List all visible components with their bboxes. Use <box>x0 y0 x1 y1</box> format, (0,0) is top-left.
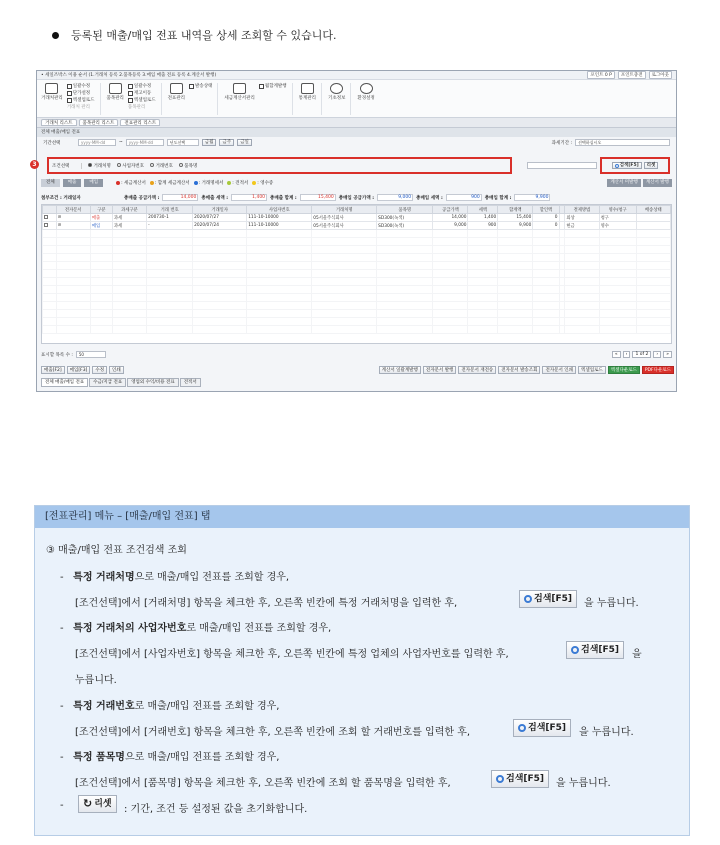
empty-row <box>43 230 671 238</box>
this-month-button[interactable]: 금월 <box>202 139 217 146</box>
table-cell: 9,900 <box>498 222 533 230</box>
row-checkbox[interactable] <box>44 223 48 227</box>
app-window <box>32 70 677 392</box>
period-label: 기간선택 <box>43 140 61 146</box>
table-cell: 영수 <box>599 222 636 230</box>
column-header[interactable]: 영수/청구 <box>599 206 636 214</box>
cond-item-radio[interactable]: 품목명 <box>179 163 197 169</box>
btab-receipt-payment[interactable]: 수금/지급 전표 <box>89 378 126 387</box>
condition-box <box>47 157 512 174</box>
tax-period-select[interactable]: 선택하십시오 <box>575 139 670 146</box>
excel-icon <box>128 98 133 103</box>
last-page-button[interactable]: » <box>663 351 672 358</box>
reset-button[interactable]: 리셋 <box>644 162 659 169</box>
table-cell <box>43 222 57 230</box>
empty-row <box>43 270 671 278</box>
table-cell: 05서울주식회사 <box>312 214 377 222</box>
invoice-filter-buttons <box>607 179 672 187</box>
info-tail: 을 누릅니다. <box>556 778 611 789</box>
page-size-label: 표시할 목록 수 : <box>41 352 73 358</box>
period-row: 기간선택 yyyy-MM-dd ~ yyyy-MM-dd 년도선택 금월 금주 금일 과세기간 : 선택하십시오 <box>37 137 676 148</box>
excel-upload-button[interactable]: 엑셀업로드 <box>578 366 606 374</box>
page-size-select[interactable]: 50 <box>76 351 106 358</box>
status-icon <box>189 84 194 89</box>
issued-button[interactable]: 계산서 발행 <box>643 179 672 187</box>
column-header[interactable]: 합계액 <box>498 206 533 214</box>
year-select[interactable]: 년도선택 <box>167 139 199 146</box>
edoc-status-button[interactable]: 전자문서 발송조회 <box>498 366 540 374</box>
table-cell: 매출 <box>90 214 112 222</box>
column-header[interactable]: 사업자번호 <box>247 206 312 214</box>
excel-icon <box>67 98 72 103</box>
refresh-icon: ↻ <box>83 797 93 810</box>
sales-supply-total: 14,000 <box>162 194 198 201</box>
settings-button[interactable]: 환경설정 <box>357 83 374 115</box>
info-desc-3: [조건선택]에서 [거래번호] 항목을 체크한 후, 오른쪽 빈칸에 조회 할 거래번호를 입력한 후, <box>75 727 471 738</box>
summary-condition: 첨부조건 : 거래일자 <box>41 195 81 201</box>
search-icon <box>615 164 619 168</box>
column-header[interactable]: 거래처명 <box>312 206 377 214</box>
table-cell: SD300(녹색) <box>377 214 433 222</box>
filter-all[interactable]: 전체 <box>41 179 60 187</box>
table-cell: 과세 <box>112 222 146 230</box>
search-icon <box>571 646 579 654</box>
price-icon <box>67 91 72 96</box>
filter-bar <box>41 179 273 187</box>
search-icon <box>496 775 504 783</box>
info-tail: 누릅니다. <box>75 675 117 686</box>
column-header[interactable]: 공급가액 <box>433 206 468 214</box>
ribbon-group-basic <box>328 83 351 115</box>
document-icon <box>170 83 183 94</box>
empty-row <box>43 246 671 254</box>
intro-line <box>52 27 336 43</box>
table-cell: 111-10-10000 <box>247 214 312 222</box>
people-icon <box>45 83 58 94</box>
table-cell <box>636 214 670 222</box>
monthly-issue-button[interactable]: 월합계발행 <box>259 83 287 89</box>
purchase-tax-total: 900 <box>446 194 482 201</box>
table-cell: 2020/07/24 <box>193 222 247 230</box>
client-bulk-edit-button[interactable]: 일괄수정 <box>67 83 95 89</box>
client-price-button[interactable]: 단가설정 <box>67 90 95 96</box>
intro-text: 등록된 매출/매입 전표 내역을 상세 조회할 수 있습니다. <box>71 29 337 42</box>
info-search-button: 검색[F5] <box>566 641 624 659</box>
info-section-title: ③ 매출/매입 전표 조건검색 조회 <box>46 545 187 556</box>
bottom-tabs <box>41 378 201 387</box>
empty-row <box>43 326 671 334</box>
client-excel-upload-button[interactable]: 엑셀업로드 <box>67 97 95 103</box>
info-bullet-1: - 특정 거래처명으로 매출/매입 전표를 조회할 경우, <box>60 572 290 583</box>
empty-row <box>43 318 671 326</box>
table-cell: 외상 <box>565 214 599 222</box>
purchase-supply-total: 9,000 <box>377 194 413 201</box>
legend <box>116 180 273 186</box>
charge-button[interactable]: 포인트충전 <box>618 71 646 79</box>
legend-item: : 영수증 <box>252 180 273 186</box>
purchase-add-button[interactable]: 매입[F3] <box>67 366 91 374</box>
table-cell: - <box>147 222 193 230</box>
ribbon-group-item <box>107 83 162 115</box>
info-search-button: 검색[F5] <box>519 590 577 608</box>
btab-nonop[interactable]: 영업외 수익/비용 전표 <box>127 378 179 387</box>
client-manage-button[interactable]: 거래처관리 <box>41 83 63 115</box>
ribbon <box>37 80 676 118</box>
column-header[interactable] <box>43 206 57 214</box>
tab-client-list[interactable]: 거래처 리스트 <box>41 119 77 126</box>
info-desc-1: [조건선택]에서 [거래처명] 항목을 체크한 후, 오른쪽 빈칸에 특정 거래처명을 입력한 후, <box>75 598 458 609</box>
print-button[interactable]: 인쇄 <box>109 366 124 374</box>
table-cell: 0 <box>533 222 559 230</box>
bulk-invoice-button[interactable]: 계산서 일괄계발행 <box>379 366 421 374</box>
this-week-button[interactable]: 금주 <box>219 139 234 146</box>
filter-sales[interactable]: 매출 <box>63 179 82 187</box>
empty-row <box>43 278 671 286</box>
ribbon-group-settings <box>357 83 379 115</box>
item-excel-upload-button[interactable]: 엑셀업로드 <box>128 97 156 103</box>
edoc-print-button[interactable]: 전자문서 인쇄 <box>542 366 576 374</box>
info-reset-button: ↻ 리셋 <box>78 795 117 813</box>
info-bullet-3: - 특정 거래번호로 매출/매입 전표를 조회할 경우, <box>60 701 280 712</box>
info-tail: 을 누릅니다. <box>579 727 634 738</box>
item-bulk-edit-button[interactable]: 일괄수정 <box>128 83 156 89</box>
sales-add-button[interactable]: 매출[F2] <box>41 366 65 374</box>
gear-icon <box>360 83 373 94</box>
cond-tradeno-radio[interactable]: 거래번호 <box>150 163 173 169</box>
ribbon-group-stats <box>299 83 322 115</box>
table-cell: 05서울주식회사 <box>312 222 377 230</box>
date-to-input[interactable]: yyyy-MM-dd <box>126 139 164 146</box>
info-tail: 을 누릅니다. <box>584 598 639 609</box>
table-cell: ⊘ <box>56 214 90 222</box>
ribbon-group-tax <box>224 83 292 115</box>
info-bullet-2: - 특정 거래처의 사업자번호로 매출/매입 전표를 조회할 경우, <box>60 623 332 634</box>
column-header[interactable]: 거래 번호 <box>147 206 193 214</box>
info-icon <box>330 83 343 94</box>
column-header[interactable]: 구분 <box>90 206 112 214</box>
info-search-button: 검색[F5] <box>513 719 571 737</box>
ribbon-caption: 거래처 관리 <box>66 105 90 110</box>
unissued-button[interactable]: 계산서 미발행 <box>607 179 641 187</box>
column-header[interactable]: 세액 <box>468 206 498 214</box>
table-cell: SD300(녹색) <box>377 222 433 230</box>
column-header[interactable]: 배송상태 <box>636 206 670 214</box>
search-button[interactable]: 검색[F5] <box>612 162 642 169</box>
slip-manage-button[interactable]: 전표관리 <box>168 83 185 115</box>
invoice-icon <box>233 83 246 94</box>
filter-purchase[interactable]: 매입 <box>84 179 103 187</box>
edoc-issue-button[interactable]: 전자문서 발행 <box>423 366 457 374</box>
ribbon-caption: 품목관리 <box>127 105 146 110</box>
table-cell: 현금 <box>565 222 599 230</box>
bullet-icon <box>52 32 59 39</box>
column-header[interactable]: 품목명 <box>377 206 433 214</box>
doc-tabs <box>37 118 676 128</box>
table-cell: 과세 <box>112 214 146 222</box>
page-info: 1 of 2 <box>632 351 651 358</box>
legend-item: : 견적서 <box>227 180 248 186</box>
table-cell: 1,400 <box>468 214 498 222</box>
prev-page-button[interactable]: ‹ <box>623 351 631 358</box>
titlebar-text: • 세일즈박스 이용 순서 (1.거래처 등록 2.품목등록 3.매입 매출 전표 등록 4.계산서 발행) <box>41 73 217 78</box>
table-row[interactable] <box>43 214 671 222</box>
warning-icon <box>259 84 264 89</box>
table-cell: 14,000 <box>433 214 468 222</box>
tab-slip-list[interactable]: 전표관리 리스트 <box>120 119 160 126</box>
column-header[interactable]: 전자문서 <box>56 206 90 214</box>
cond-client-radio[interactable]: 거래처명 <box>88 163 111 169</box>
info-search-button: 검색[F5] <box>491 770 549 788</box>
table-cell: 200730-1 <box>147 214 193 222</box>
titlebar <box>37 71 676 80</box>
empty-row <box>43 262 671 270</box>
btab-quote[interactable]: 견적서 <box>180 378 201 387</box>
pager-bar <box>41 350 672 359</box>
item-manage-button[interactable]: 품목관리 <box>107 83 124 115</box>
info-desc-2: [조건선택]에서 [사업자번호] 항목을 체크한 후, 오른쪽 빈칸에 특정 업체의 사업자번호를 입력한 후, <box>75 649 509 660</box>
empty-row <box>43 310 671 318</box>
table-cell: 900 <box>468 222 498 230</box>
excel-download-button[interactable]: 엑셀다운로드 <box>608 366 640 374</box>
action-bar <box>41 365 674 375</box>
column-header[interactable]: 결제방법 <box>565 206 599 214</box>
box-icon <box>109 83 122 94</box>
tax-period-label: 과세기간 : <box>551 140 572 146</box>
info-tail: 을 <box>632 649 642 660</box>
tax-invoice-button[interactable]: 세금계산서관리 <box>224 83 254 115</box>
table-cell: 매입 <box>90 222 112 230</box>
column-header[interactable]: 거래일자 <box>193 206 247 214</box>
table-cell: 9,000 <box>433 222 468 230</box>
grid-header <box>43 206 671 214</box>
table-cell: ⊘ <box>56 222 90 230</box>
search-icon <box>518 724 526 732</box>
table-cell: 2020/07/27 <box>193 214 247 222</box>
send-status-button[interactable]: 발송상태 <box>189 83 212 89</box>
info-bullet-4: - 특정 품목명으로 매출/매입 전표를 조회할 경우, <box>60 752 280 763</box>
edit-icon <box>128 84 133 89</box>
chart-icon <box>301 83 314 94</box>
basic-info-button[interactable]: 기초정보 <box>328 83 345 115</box>
today-button[interactable]: 금일 <box>237 139 252 146</box>
legend-item: : 거래명세서 <box>194 180 224 186</box>
search-area <box>600 157 670 174</box>
next-page-button[interactable]: › <box>653 351 661 358</box>
empty-row <box>43 286 671 294</box>
empty-row <box>43 302 671 310</box>
edoc-resend-button[interactable]: 전자문서 재전송 <box>458 366 496 374</box>
info-desc-4: [조건선택]에서 [품목명] 항목을 체크한 후, 오른쪽 빈칸에 조회 할 품목명을 입력한 후, <box>75 778 451 789</box>
condition-input[interactable] <box>527 162 597 169</box>
stats-button[interactable]: 통계관리 <box>299 83 316 115</box>
step-marker: 3 <box>30 160 39 169</box>
sales-sum-total: 15,400 <box>300 194 336 201</box>
pdf-download-button[interactable]: PDF다운로드 <box>642 366 674 374</box>
legend-item: : 세금계산서 <box>116 180 146 186</box>
column-header[interactable]: 과세구분 <box>112 206 146 214</box>
column-header[interactable]: 할인액 <box>533 206 559 214</box>
logout-button[interactable]: 로그아웃 <box>649 71 672 79</box>
empty-row <box>43 238 671 246</box>
sales-tax-total: 1,400 <box>231 194 267 201</box>
table-cell: 15,400 <box>498 214 533 222</box>
table-cell: 0 <box>533 214 559 222</box>
ribbon-group-slip <box>168 83 219 115</box>
info-bullet-5: - <box>60 800 64 811</box>
search-icon <box>524 595 532 603</box>
cond-bizno-radio[interactable]: 사업자번호 <box>117 163 144 169</box>
empty-row <box>43 254 671 262</box>
table-cell: 111-10-10000 <box>247 222 312 230</box>
info-reset-desc: : 기간, 조건 등 설정된 값을 초기화합니다. <box>124 804 308 815</box>
btab-sales-purchase[interactable]: 전체 매출/매입 전표 <box>41 378 88 387</box>
slip-grid <box>41 204 672 344</box>
legend-item: : 합계 세금계산서 <box>150 180 190 186</box>
first-page-button[interactable]: « <box>612 351 621 358</box>
table-row[interactable] <box>43 222 671 230</box>
tab-item-list[interactable]: 품목관리 리스트 <box>79 119 119 126</box>
condition-label: 조건선택 <box>52 163 82 169</box>
table-cell: 청구 <box>599 214 636 222</box>
sub-header: 전체 매출/매입 전표 <box>37 128 676 137</box>
empty-row <box>43 294 671 302</box>
table-cell <box>43 214 57 222</box>
date-from-input[interactable]: yyyy-MM-dd <box>78 139 116 146</box>
points-display: 포인트 0 P <box>587 71 614 79</box>
info-header: [전표관리] 메뉴 – [매출/매입 전표] 탭 <box>35 506 689 528</box>
move-icon <box>128 91 133 96</box>
row-checkbox[interactable] <box>44 215 48 219</box>
ribbon-group-client <box>41 83 101 115</box>
edit-icon <box>67 84 72 89</box>
edit-button[interactable]: 수정 <box>92 366 107 374</box>
summary-bar: 첨부조건 : 거래일자 총매출 공급가액 : 14,000 총매출 세액 : 1,400 총매출 합계 : 15,400 총매입 공급가액 : 9,000 총매입 세액 : 900 총매입 합계 : 9,900 <box>41 195 549 201</box>
table-cell <box>636 222 670 230</box>
purchase-sum-total: 9,900 <box>514 194 550 201</box>
stock-move-button[interactable]: 재고이동 <box>128 90 156 96</box>
